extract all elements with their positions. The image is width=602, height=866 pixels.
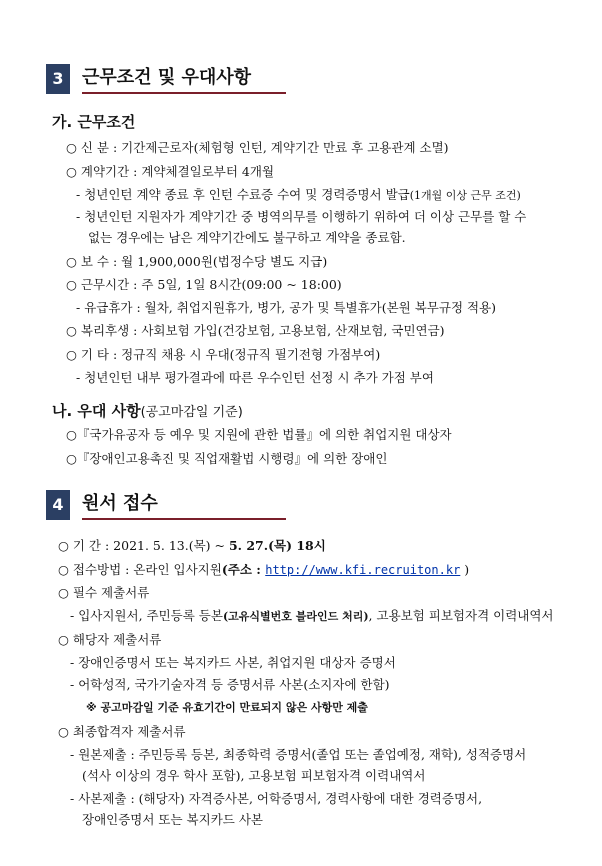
application-period-label: ○ 기 간 : 2021. 5. 13.(목) ~ bbox=[58, 538, 229, 553]
note-final-copy-a: - 사본제출 : (해당자) 자격증사본, 어학증명서, 경력사항에 대한 경력증명서, bbox=[70, 791, 483, 806]
note-military-b: 없는 경우에는 남은 계약기간에도 불구하고 계약을 종료함. bbox=[88, 230, 406, 245]
item-application-period bbox=[58, 536, 326, 556]
note-military-a: - 청년인턴 지원자가 계약기간 중 병역의무를 이행하기 위하여 더 이상 근무를 할 수 bbox=[76, 209, 527, 224]
section-4-header bbox=[46, 490, 286, 520]
note-paid-leave: - 유급휴가 : 월차, 취업지원휴가, 병가, 공가 및 특별휴가(본원 복무규정 적용) bbox=[76, 300, 497, 315]
item-etc: ○ 기 타 : 정규직 채용 시 우대(정규직 필기전형 가점부여) bbox=[66, 347, 381, 362]
item-final-docs: ○ 최종합격자 제출서류 bbox=[58, 724, 186, 739]
preference-item-disabled: ○『장애인고용촉진 및 직업재활법 시행령』에 의한 장애인 bbox=[66, 451, 388, 466]
item-contract-period: ○ 계약기간 : 계약체결일로부터 4개월 bbox=[66, 164, 275, 179]
subheading-preferences-note: (공고마감일 기준) bbox=[140, 405, 243, 420]
subheading-working-conditions: 가. 근무조건 bbox=[52, 113, 136, 131]
item-hours: ○ 근무시간 : 주 5일, 1일 8시간(09:00 ~ 18:00) bbox=[66, 277, 342, 292]
note-applicable-docs-1: - 장애인증명서 또는 복지카드 사본, 취업지원 대상자 증명서 bbox=[70, 655, 396, 670]
section-number-badge: 4 bbox=[46, 490, 70, 520]
item-application-method bbox=[58, 560, 469, 580]
item-pay: ○ 보 수 : 월 1,900,000원(법정수당 별도 지급) bbox=[66, 254, 328, 269]
note-certificate-text: - 청년인턴 계약 종료 후 인턴 수료증 수여 및 경력증명서 발급 bbox=[76, 187, 410, 202]
item-applicable-docs: ○ 해당자 제출서류 bbox=[58, 632, 162, 647]
application-url-link[interactable]: http://www.kfi.recruiton.kr bbox=[265, 563, 461, 577]
subheading-preferences-title: 나. 우대 사항 bbox=[52, 402, 141, 420]
required-docs-text-b: , 고용보험 피보험자격 이력내역서 bbox=[368, 608, 554, 623]
note-certificate-condition: (1개월 이상 근무 조건) bbox=[409, 189, 521, 202]
application-address-label: (주소 : bbox=[221, 562, 266, 577]
application-address-close: ) bbox=[460, 562, 470, 577]
note-applicable-docs-2: - 어학성적, 국가기술자격 등 증명서류 사본(소지자에 한함) bbox=[70, 677, 390, 692]
section-title: 근무조건 및 우대사항 bbox=[82, 67, 252, 88]
note-final-copy-b: 장애인증명서 또는 복지카드 사본 bbox=[82, 812, 263, 827]
note-certificate bbox=[76, 185, 521, 206]
required-docs-text-a: - 입사지원서, 주민등록 등본 bbox=[70, 608, 223, 623]
item-status: ○ 신 분 : 기간제근로자(체험형 인턴, 계약기간 만료 후 고용관계 소멸) bbox=[66, 140, 449, 155]
item-welfare: ○ 복리후생 : 사회보험 가입(건강보험, 고용보험, 산재보험, 국민연금) bbox=[66, 323, 445, 338]
note-bonus-points: - 청년인턴 내부 평가결과에 따른 우수인턴 선정 시 추가 가점 부여 bbox=[76, 370, 434, 385]
note-final-original-a: - 원본제출 : 주민등록 등본, 최종학력 증명서(졸업 또는 졸업예정, 재학), 성적증명서 bbox=[70, 747, 527, 762]
section-number-badge: 3 bbox=[46, 64, 70, 94]
section-underline bbox=[82, 518, 286, 520]
section-title: 원서 접수 bbox=[82, 493, 158, 514]
required-docs-blind-note: (고유식별번호 블라인드 처리) bbox=[222, 610, 369, 623]
application-method-label: ○ 접수방법 : 온라인 입사지원 bbox=[58, 562, 222, 577]
section-underline bbox=[82, 92, 286, 94]
application-deadline: 5. 27.(목) 18시 bbox=[228, 538, 326, 553]
section-3-header bbox=[46, 64, 286, 94]
note-required-docs bbox=[70, 606, 554, 627]
note-final-original-b: (석사 이상의 경우 학사 포함), 고용보험 피보험자격 이력내역서 bbox=[82, 768, 426, 783]
subheading-preferences bbox=[52, 400, 243, 421]
warning-note: ※ 공고마감일 기준 유효기간이 만료되지 않은 사항만 제출 bbox=[86, 701, 368, 714]
item-required-docs: ○ 필수 제출서류 bbox=[58, 585, 150, 600]
preference-item-veterans: ○『국가유공자 등 예우 및 지원에 관한 법률』에 의한 취업지원 대상자 bbox=[66, 427, 452, 442]
